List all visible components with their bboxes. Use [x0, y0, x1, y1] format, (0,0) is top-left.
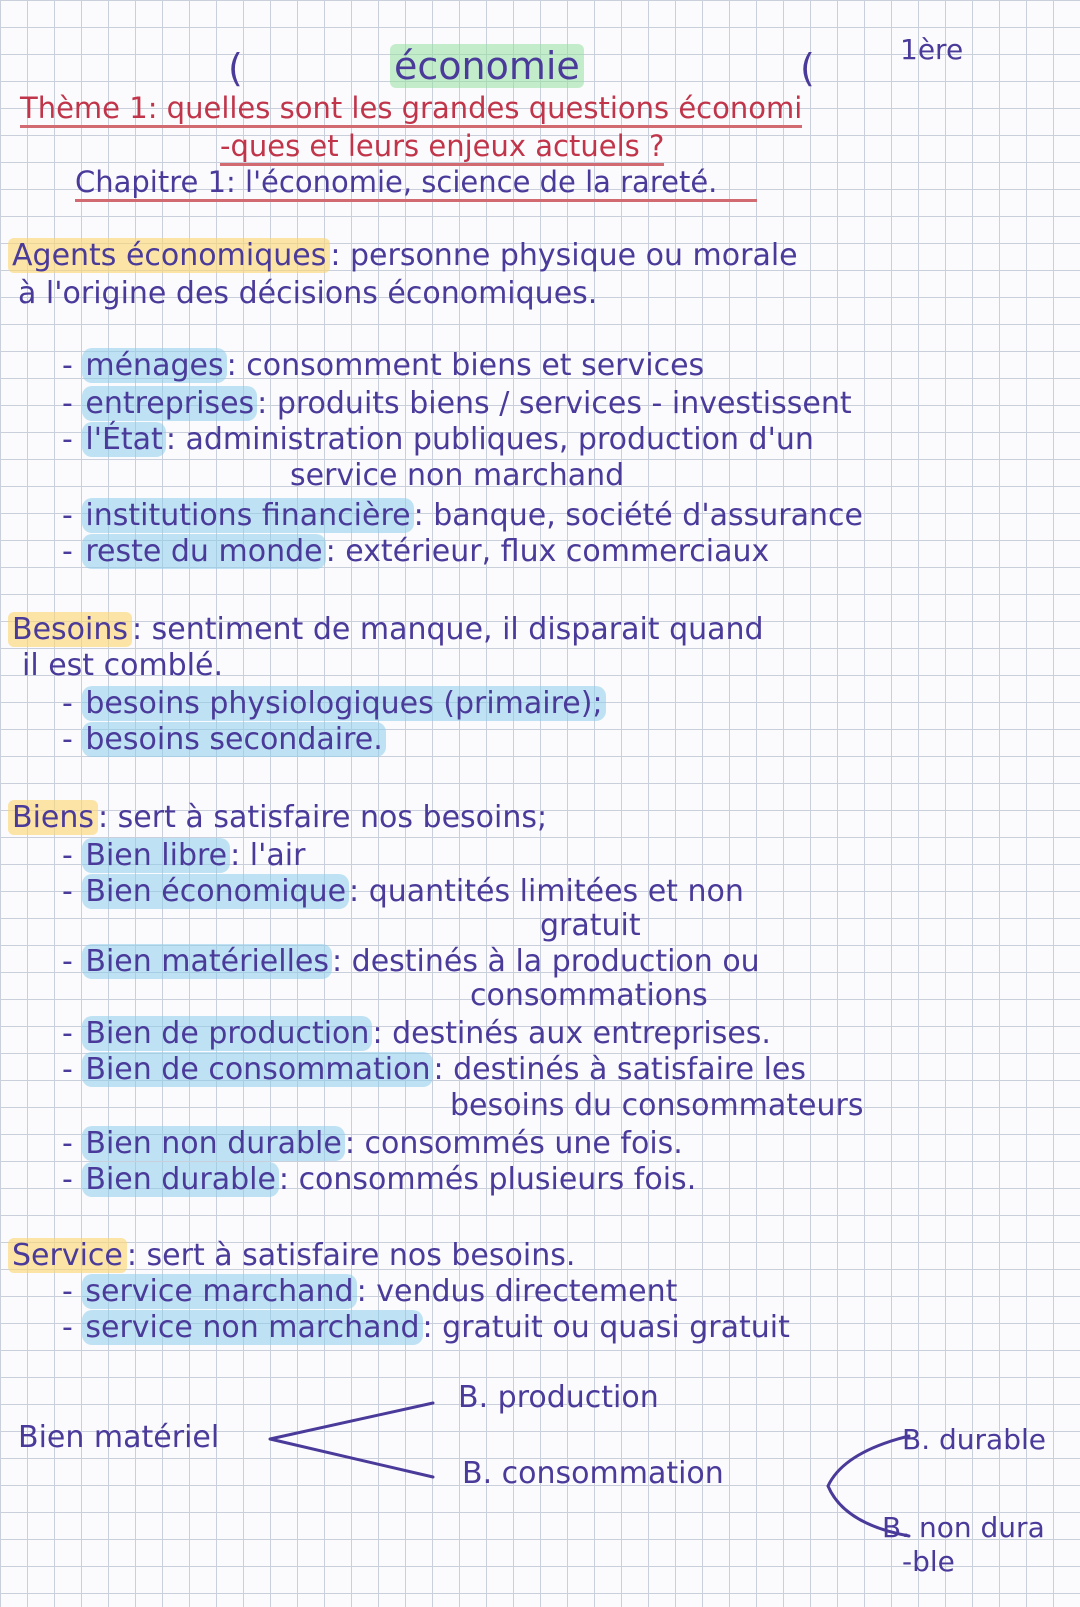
service-item: - service marchand : vendus directement — [62, 1274, 678, 1309]
diagram-branch-bottom: B. consommation — [462, 1456, 724, 1491]
service-definition: Service : sert à satisfaire nos besoins. — [8, 1238, 575, 1274]
service-item: - service non marchand : gratuit ou quasi gratuit — [62, 1310, 790, 1345]
agents-item: - ménages : consomment biens et services — [62, 348, 705, 383]
biens-item-continuation: gratuit — [540, 908, 641, 943]
biens-item: - Bien économique : quantités limitées et non — [62, 874, 744, 909]
diagram-root: Bien matériel — [18, 1420, 220, 1455]
diagram-brace-left — [268, 1395, 438, 1485]
agents-definition-line-2: à l'origine des décisions économiques. — [18, 276, 598, 311]
agents-term: Agents économiques — [8, 238, 330, 273]
besoins-definition-line-1: Besoins : sentiment de manque, il disparait quand — [8, 612, 764, 648]
biens-item: - Bien libre : l'air — [62, 838, 306, 873]
service-term: Service — [8, 1238, 127, 1273]
diagram-leaf-top: B. durable — [902, 1423, 1046, 1456]
besoins-term: Besoins — [8, 612, 132, 647]
theme-line-2: -ques et leurs enjeux actuels ? — [220, 128, 664, 164]
biens-item-continuation: besoins du consommateurs — [450, 1088, 864, 1123]
theme-line-1: Thème 1: quelles sont les grandes questions économi — [20, 90, 802, 126]
biens-item-continuation: consommations — [470, 978, 708, 1013]
besoins-item: - besoins physiologiques (primaire); — [62, 686, 606, 722]
level-label: 1ère — [900, 33, 964, 66]
diagram-leaf-bottom-line-2: -ble — [902, 1545, 955, 1578]
diagram-branch-top: B. production — [458, 1380, 659, 1415]
biens-item: - Bien matérielles : destinés à la production ou — [62, 944, 760, 979]
subject-title: économie — [390, 48, 584, 84]
diagram-leaf-bottom-line-1: B. non dura — [882, 1511, 1045, 1544]
agents-item: - reste du monde : extérieur, flux commerciaux — [62, 534, 770, 569]
biens-item: - Bien de production : destinés aux entreprises. — [62, 1016, 771, 1051]
biens-term: Biens — [8, 800, 98, 835]
biens-definition: Biens : sert à satisfaire nos besoins; — [8, 800, 547, 836]
biens-item: - Bien durable : consommés plusieurs fois. — [62, 1162, 697, 1197]
paren-right: ( — [800, 46, 815, 90]
biens-item: - Bien de consommation : destinés à satisfaire les — [62, 1052, 807, 1087]
chapter-title: Chapitre 1: l'économie, science de la rareté. — [75, 164, 757, 200]
agents-definition-line-1: Agents économiques : personne physique ou morale — [8, 238, 798, 274]
besoins-item: - besoins secondaire. — [62, 722, 386, 758]
biens-item: - Bien non durable : consommés une fois. — [62, 1126, 683, 1161]
agents-item: - entreprises : produits biens / services - investissent — [62, 386, 852, 421]
besoins-definition-line-2: il est comblé. — [22, 648, 224, 683]
agents-item: - l'État : administration publiques, production d'un — [62, 422, 814, 457]
agents-item-continuation: service non marchand — [290, 458, 625, 493]
paren-left: ( — [228, 46, 243, 90]
agents-item: - institutions financière : banque, société d'assurance — [62, 498, 863, 533]
